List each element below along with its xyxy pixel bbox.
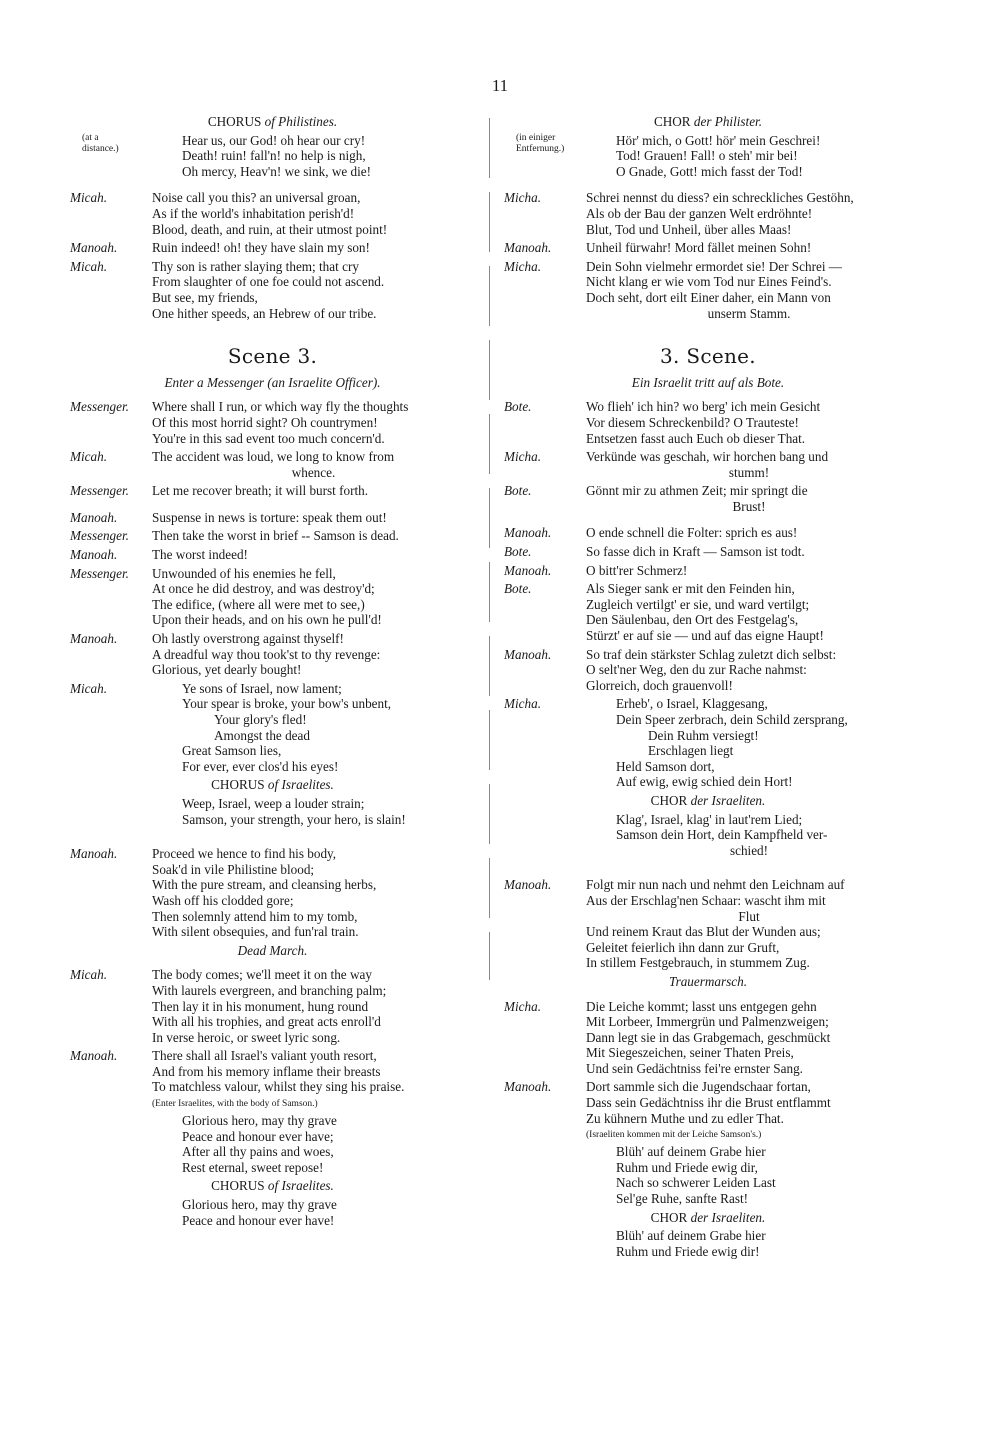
verse-line: Als ob der Bau der ganzen Welt erdröhnte!	[586, 205, 813, 221]
verse-line: Soak'd in vile Philistine blood;	[152, 861, 315, 877]
speaker-name: Bote.	[504, 399, 532, 415]
verse-line: Unheil fürwahr! Mord fället meinen Sohn!	[586, 240, 812, 256]
spacer	[70, 830, 475, 846]
verse-line: A dreadful way thou took'st to thy revenge:	[152, 646, 381, 662]
speaker-name: Micah.	[70, 680, 107, 696]
verse-line: With the pure stream, and cleansing herbs,	[152, 877, 377, 893]
verse-line: Let me recover breath; it will burst forth.	[152, 483, 369, 499]
stage-direction-march: Dead March.	[237, 942, 308, 958]
chorus-title: CHORUS	[207, 114, 262, 129]
verse-line: Hear us, our God! oh hear our cry!	[182, 132, 366, 148]
chorus-title: CHORUS	[211, 1178, 265, 1194]
speech-block	[70, 566, 475, 628]
verse-line: The body comes; we'll meet it on the way	[152, 967, 372, 983]
verse-line: Your spear is broke, your bow's unbent,	[182, 696, 392, 712]
verse-line: Ye sons of Israel, now lament;	[182, 680, 342, 696]
speaker-name: Micha.	[504, 449, 541, 465]
verse-line: With all his trophies, and great acts enroll'd	[152, 1014, 381, 1030]
verse-line: Stürzt' er auf sie — und auf das eigne Haupt!	[586, 628, 824, 644]
verse-line: Your glory's fled!	[214, 712, 307, 727]
verse-line: Hör' mich, o Gott! hör' mein Geschrei!	[616, 132, 821, 148]
verse-line: Blüh' auf deinem Grabe hier	[616, 1228, 766, 1244]
speaker-name: Manoah.	[504, 1079, 552, 1095]
speech-block	[70, 846, 475, 940]
verse-line: Held Samson dort,	[616, 758, 715, 774]
verse-line: Dein Ruhm versiegt!	[648, 727, 759, 743]
stage-note-line: (at a	[82, 132, 99, 143]
verse-line: Mit Siegeszeichen, seiner Thaten Preis,	[586, 1045, 794, 1061]
stage-note-line: distance.)	[82, 143, 119, 154]
speaker-name: Manoah.	[504, 525, 552, 541]
speech-block	[70, 259, 475, 321]
verse-line: Auf ewig, ewig schied dein Hort!	[616, 774, 793, 790]
verse-line: Ruhm und Friede ewig dir!	[616, 1243, 760, 1259]
verse-line: O bitt'rer Schmerz!	[586, 562, 688, 578]
stage-note: (Enter Israelites, with the body of Samson.)	[152, 1099, 318, 1110]
speech-block	[70, 240, 475, 256]
verse-line: Glorious, yet dearly bought!	[152, 662, 302, 678]
spacer	[504, 861, 912, 877]
speaker-name: Messenger.	[70, 399, 129, 415]
speech-block	[504, 877, 912, 971]
speech-block	[504, 563, 912, 579]
chorus-heading	[504, 1210, 912, 1226]
speech-block	[70, 547, 475, 563]
speech-block	[504, 647, 912, 694]
speech-block	[70, 510, 475, 526]
verse-line: Thy son is rather slaying them; that cry	[152, 258, 359, 274]
verse-line: Noise call you this? an universal groan,	[152, 190, 361, 206]
speaker-name: Manoah.	[70, 1048, 118, 1064]
speech-block	[70, 967, 475, 1045]
chorus-heading	[70, 777, 475, 793]
verse-line: Dein Sohn vielmehr ermordet sie! Der Schrei —	[586, 258, 842, 274]
verse-line: Doch seht, dort eilt Einer daher, ein Mann von	[586, 289, 831, 305]
verse-line: Then lay it in his monument, hung round	[152, 998, 369, 1014]
chorus-title: CHOR	[653, 114, 691, 129]
chorus-heading	[70, 1178, 475, 1194]
speech-block	[504, 999, 912, 1077]
speaker-name: Messenger.	[70, 528, 129, 544]
verse-group	[504, 1228, 912, 1259]
speech-block	[504, 240, 912, 256]
verse-line: Glorious hero, may thy grave	[182, 1197, 337, 1213]
speech-block	[70, 483, 475, 499]
verse-line: Blood, death, and ruin, at their utmost point!	[152, 221, 388, 237]
chorus-title: CHOR	[650, 1209, 688, 1225]
verse-line: Samson, your strength, your hero, is slain!	[182, 811, 406, 827]
speaker-name: Micah.	[70, 258, 107, 274]
verse-line: Folgt mir nun nach und nehmt den Leichnam auf	[586, 877, 845, 893]
stage-direction: Enter a Messenger (an Israelite Officer).	[164, 374, 381, 390]
verse-line: From slaughter of one foe could not ascend.	[152, 274, 385, 290]
verse-line: To matchless valour, whilst they sing his praise.	[152, 1079, 405, 1095]
speech-block	[504, 1079, 912, 1126]
scene-heading: 3. Scene.	[660, 344, 756, 369]
verse-line: There shall all Israel's valiant youth resort,	[152, 1048, 377, 1064]
speaker-name: Messenger.	[70, 565, 129, 581]
speaker-name: Bote.	[504, 544, 532, 560]
verse-line: Erschlagen liegt	[648, 743, 734, 759]
verse-line: Unwounded of his enemies he fell,	[152, 565, 336, 581]
stage-note	[516, 133, 586, 155]
verse-line: Mit Lorbeer, Immergrün und Palmenzweigen;	[586, 1014, 829, 1030]
stage-note: (Israeliten kommen mit der Leiche Samson's.)	[586, 1130, 762, 1141]
speech-block	[504, 483, 912, 514]
speaker-name: Micha.	[504, 190, 541, 206]
verse-line: With silent obsequies, and fun'ral train.	[152, 924, 359, 940]
verse-line: O Gnade, Gott! mich fasst der Tod!	[616, 163, 803, 179]
speech-block	[504, 399, 912, 446]
verse-group	[70, 796, 475, 827]
chorus-heading	[504, 793, 912, 809]
stage-note	[82, 133, 152, 155]
verse-line: The accident was loud, we long to know from	[152, 449, 395, 465]
spacer	[70, 182, 475, 190]
speech-block	[504, 449, 912, 480]
speech-block	[70, 399, 475, 446]
chorus-subtitle: der Israeliten.	[690, 1209, 766, 1225]
speech-block	[504, 696, 912, 790]
chorus-block	[504, 133, 912, 180]
speaker-name: Micah.	[70, 967, 107, 983]
verse-line: Oh mercy, Heav'n! we sink, we die!	[182, 163, 372, 179]
verse-line: Oh lastly overstrong against thyself!	[152, 631, 344, 647]
verse-line: schied!	[729, 842, 769, 858]
verse-group	[70, 1113, 475, 1175]
verse-line: Death! ruin! fall'n! no help is nigh,	[182, 148, 366, 164]
verse-line: Dein Speer zerbrach, dein Schild zersprang,	[616, 712, 848, 727]
verse-line: Dass sein Gedächtniss ihr die Brust entflammt	[586, 1095, 831, 1111]
verse-line: Aus der Erschlag'nen Schaar: wascht ihm mit	[586, 892, 826, 908]
spacer	[70, 502, 475, 510]
verse-line: Of this most horrid sight? Oh countrymen!	[152, 414, 378, 430]
verse-line: The worst indeed!	[152, 547, 248, 563]
verse-line: O ende schnell die Folter: sprich es aus!	[586, 525, 798, 541]
stage-direction-march: Trauermarsch.	[668, 973, 748, 989]
speaker-name: Micah.	[70, 190, 107, 206]
verse-line: Entsetzen fasst auch Euch ob dieser That.	[586, 430, 806, 446]
verse-line: And from his memory inflame their breasts	[152, 1063, 381, 1079]
verse-line: For ever, ever clos'd his eyes!	[182, 758, 339, 774]
verse-line: Brust!	[732, 498, 766, 514]
verse-line: As if the world's inhabitation perish'd!	[152, 205, 355, 221]
column-divider	[489, 118, 490, 980]
verse-line: Ruin indeed! oh! they have slain my son!	[152, 240, 370, 256]
verse-group	[504, 1144, 912, 1206]
chorus-heading	[70, 114, 475, 130]
verse-line: Als Sieger sank er mit den Feinden hin,	[586, 581, 795, 597]
verse-line: Wo flieh' ich hin? wo berg' ich mein Gesicht	[586, 399, 821, 415]
speech-block	[70, 631, 475, 678]
stage-direction: Ein Israelit tritt auf als Bote.	[631, 374, 785, 390]
page-number: 11	[491, 76, 509, 95]
verse-line: Verkünde was geschah, wir horchen bang und	[586, 449, 829, 465]
verse-line: With laurels evergreen, and branching palm;	[152, 982, 387, 998]
verse-line: Blut, Tod und Unheil, über alles Maas!	[586, 221, 792, 237]
verse-line: Geleitet feierlich ihn dann zur Gruft,	[586, 939, 780, 955]
speaker-name: Micha.	[504, 258, 541, 274]
verse-line: But see, my friends,	[152, 289, 258, 305]
spacer	[504, 517, 912, 525]
verse-line: Then take the worst in brief -- Samson is dead.	[152, 528, 399, 544]
speaker-name: Manoah.	[70, 509, 118, 525]
verse-line: Zugleich vertilgt' er sie, und ward vertilgt;	[586, 596, 810, 612]
verse-line: Weep, Israel, weep a louder strain;	[182, 795, 365, 811]
verse-line: unserm Stamm.	[707, 305, 791, 321]
speech-block	[504, 190, 912, 237]
speaker-name: Messenger.	[70, 483, 129, 499]
verse-line: So traf dein stärkster Schlag zuletzt dich selbst:	[586, 646, 837, 662]
verse-line: Peace and honour ever have;	[182, 1128, 334, 1144]
speaker-name: Manoah.	[70, 631, 118, 647]
verse-line: Suspense in news is torture: speak them out!	[152, 509, 387, 525]
german-column	[504, 114, 912, 1262]
verse-line: Die Leiche kommt; lasst uns entgegen gehn	[586, 998, 817, 1014]
speech-block	[70, 681, 475, 775]
verse-line: Wash off his clodded gore;	[152, 892, 294, 908]
chorus-subtitle: of Philistines.	[264, 114, 338, 129]
chorus-subtitle: der Israeliten.	[690, 792, 766, 808]
verse-line: Vor diesem Schreckenbild? O Trauteste!	[586, 414, 799, 430]
speaker-name: Manoah.	[504, 240, 552, 256]
verse-line: Sel'ge Ruhe, sanfte Rast!	[616, 1191, 749, 1207]
verse-line: stumm!	[728, 464, 770, 480]
verse-line: One hither speeds, an Hebrew of our tribe.	[152, 305, 377, 321]
chorus-subtitle: der Philister.	[693, 114, 763, 129]
verse-line: Den Säulenbau, den Ort des Festgelag's,	[586, 612, 799, 628]
verse-line: Und sein Gedächtniss fei're ernster Sang.	[586, 1060, 803, 1076]
verse-line: At once he did destroy, and was destroy'd;	[152, 581, 375, 597]
speaker-name: Manoah.	[504, 562, 552, 578]
verse-line: Ruhm und Friede ewig dir,	[616, 1159, 758, 1175]
speech-block	[70, 190, 475, 237]
speaker-name: Manoah.	[70, 846, 118, 862]
verse-line: Rest eternal, sweet repose!	[182, 1159, 324, 1175]
chorus-heading	[504, 114, 912, 130]
speech-block	[70, 1048, 475, 1095]
speaker-name: Manoah.	[70, 240, 118, 256]
speaker-name: Micha.	[504, 998, 541, 1014]
verse-line: Great Samson lies,	[182, 743, 282, 759]
stage-note-line: (in einiger	[516, 132, 556, 143]
speech-block	[504, 581, 912, 643]
english-column	[70, 114, 475, 1231]
verse-line: Nach so schwerer Leiden Last	[616, 1175, 776, 1191]
verse-line: Glorreich, doch grauenvoll!	[586, 677, 733, 693]
speaker-name: Micah.	[70, 449, 107, 465]
verse-line: Upon their heads, and on his own he pull'd!	[152, 612, 382, 628]
chorus-subtitle: of Israelites.	[267, 777, 334, 793]
speech-block	[70, 449, 475, 480]
verse-line: Peace and honour ever have!	[182, 1212, 335, 1228]
speaker-name: Bote.	[504, 483, 532, 499]
speaker-name: Manoah.	[504, 877, 552, 893]
speech-block	[504, 525, 912, 541]
verse-line: Erheb', o Israel, Klaggesang,	[616, 696, 768, 712]
verse-line: Zu kühnern Muthe und zu edler That.	[586, 1110, 784, 1126]
speaker-name: Bote.	[504, 581, 532, 597]
verse-line: You're in this sad event too much concern'd.	[152, 430, 385, 446]
verse-line: Flut	[738, 908, 760, 924]
verse-line: In verse heroic, or sweet lyric song.	[152, 1029, 341, 1045]
verse-line: Amongst the dead	[214, 727, 310, 743]
verse-line: whence.	[291, 464, 336, 480]
scene-heading: Scene 3.	[227, 344, 318, 369]
verse-line: Glorious hero, may thy grave	[182, 1113, 337, 1129]
chorus-title: CHORUS	[211, 777, 265, 793]
verse-line: Tod! Grauen! Fall! o steh' mir bei!	[616, 148, 798, 164]
verse-group	[504, 812, 912, 859]
stage-note-block	[504, 1129, 912, 1141]
verse-line: In stillem Festgebrauch, in stummem Zug.	[586, 955, 810, 971]
verse-line: Nicht klang er wie vom Tod nur Eines Feind's.	[586, 274, 832, 290]
chorus-title: CHOR	[650, 792, 688, 808]
stage-note-block	[70, 1098, 475, 1110]
chorus-subtitle: of Israelites.	[267, 1178, 334, 1194]
verse-line: Blüh' auf deinem Grabe hier	[616, 1144, 766, 1160]
verse-line: Dann legt sie in das Grabgemach, geschmückt	[586, 1029, 831, 1045]
verse-line: Samson dein Hort, dein Kampfheld ver-	[616, 827, 828, 843]
speech-block	[70, 528, 475, 544]
verse-line: Where shall I run, or which way fly the thoughts	[152, 399, 409, 415]
speaker-name: Manoah.	[70, 547, 118, 563]
verse-line: Proceed we hence to find his body,	[152, 846, 337, 862]
verse-line: Dort sammle sich die Jugendschaar fortan,	[586, 1079, 811, 1095]
speech-block	[504, 544, 912, 560]
stage-note-line: Entfernung.)	[516, 143, 565, 154]
speaker-name: Micha.	[504, 696, 541, 712]
chorus-block	[70, 133, 475, 180]
verse-line: Schrei nennst du diess? ein schreckliches Gestöhn,	[586, 190, 854, 206]
verse-group	[70, 1197, 475, 1228]
verse-line: Klag', Israel, klag' in laut'rem Lied;	[616, 811, 803, 827]
verse-line: The edifice, (where all were met to see,)	[152, 596, 365, 612]
spacer	[504, 182, 912, 190]
verse-line: Und reinem Kraut das Blut der Wunden aus;	[586, 924, 821, 940]
speaker-name: Manoah.	[504, 646, 552, 662]
verse-line: After all thy pains and woes,	[182, 1144, 334, 1160]
verse-line: O selt'ner Weg, den du zur Rache nahmst:	[586, 662, 807, 678]
speech-block	[504, 259, 912, 321]
verse-line: So fasse dich in Kraft — Samson ist todt.	[586, 544, 805, 560]
verse-line: Gönnt mir zu athmen Zeit; mir springt die	[586, 483, 808, 499]
verse-line: Then solemnly attend him to my tomb,	[152, 908, 358, 924]
